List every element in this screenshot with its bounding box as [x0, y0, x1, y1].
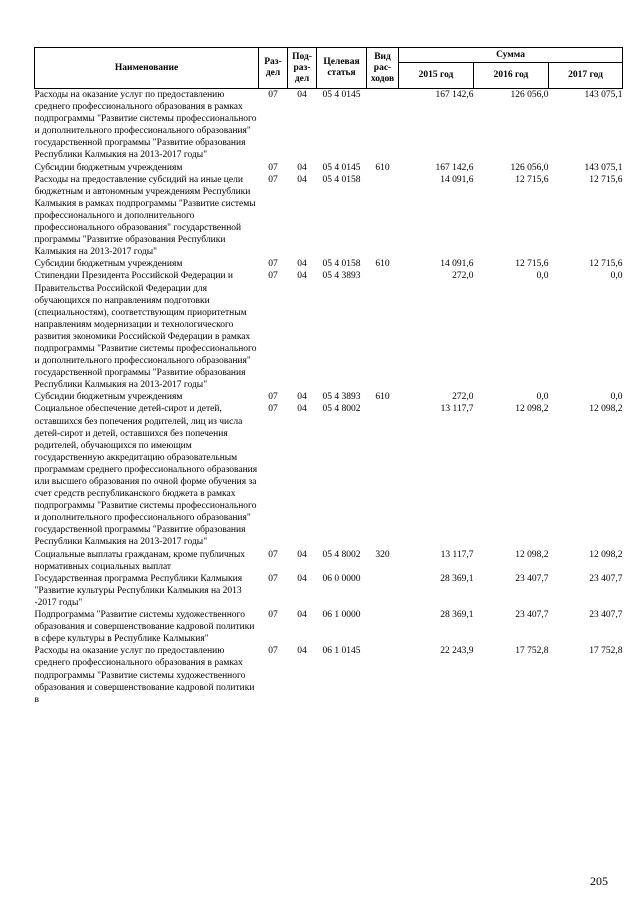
cell-podrazdel: 04	[297, 404, 307, 415]
cell-podrazdel: 04	[297, 573, 307, 584]
cell-vid: 610	[375, 259, 390, 270]
cell-2015: 14 091,6	[440, 174, 474, 185]
cell-2015: 22 243,9	[440, 646, 474, 657]
cell-2016: 23 407,7	[515, 610, 549, 621]
table-body	[35, 89, 623, 706]
cell-razdel: 07	[268, 90, 278, 100]
cell-target: 05 4 8002	[322, 404, 361, 415]
cell-vid	[367, 403, 399, 548]
cell-2016: 0,0	[536, 271, 549, 282]
cell-name: Расходы на оказание услуг по предоставлению среднего профессионального образования в рамках подпрограммы "Развитие системы художественного образования и совершенствование кадровой политики в	[34, 646, 255, 705]
cell-2015: 14 091,6	[440, 259, 474, 270]
cell-2017: 12 715,6	[589, 174, 623, 185]
table-row	[35, 270, 623, 391]
cell-2015: 13 117,7	[440, 549, 474, 560]
cell-2015: 272,0	[452, 271, 474, 282]
cell-2017: 12 098,2	[589, 549, 623, 560]
cell-vid	[367, 174, 399, 259]
cell-name: Субсидии бюджетным учреждениям	[34, 162, 183, 173]
cell-vid	[367, 609, 399, 645]
cell-2015: 167 142,6	[435, 162, 474, 173]
cell-vid	[367, 270, 399, 391]
cell-name: Социальное обеспечение детей-сирот и детей, оставшихся без попечения родителей, лиц из числа детей-сирот и детей, оставшихся без попечения родителей, обучающихся по имеющим государственную аккредитацию образовательным программам среднего профессионального образования или высшего образования по очной форме обучения за счет средств республиканского бюджета в рамках подпрограммы "Развитие системы профессионального и дополнительного профессионального образования" государственной программы "Развитие образования Республики Калмыкия на 2013-2017 годы"	[34, 404, 258, 548]
cell-razdel: 07	[268, 271, 278, 282]
header-podrazdel: Под- раз- дел	[288, 48, 317, 89]
cell-2015: 13 117,7	[440, 404, 474, 415]
table-row	[35, 174, 623, 259]
cell-name: Субсидии бюджетным учреждениям	[34, 392, 183, 403]
cell-vid	[367, 645, 399, 705]
cell-2015: 28 369,1	[440, 610, 474, 621]
cell-podrazdel: 04	[297, 90, 307, 100]
cell-2017: 143 075,1	[584, 90, 623, 100]
table-row	[35, 162, 623, 174]
table-row	[35, 403, 623, 548]
header-2016: 2016 год	[474, 63, 549, 89]
table-row	[35, 549, 623, 573]
cell-name: Субсидии бюджетным учреждениям	[34, 259, 183, 270]
cell-razdel: 07	[268, 392, 278, 403]
cell-2016: 126 056,0	[510, 162, 549, 173]
cell-razdel: 07	[268, 259, 278, 270]
cell-podrazdel: 04	[297, 162, 307, 173]
cell-name: Расходы на предоставление субсидий на иные цели бюджетным и автономным учреждениям Республики Калмыкия в рамках подпрограммы "Развитие системы профессионального и дополнительного профессионального образования" государственной программы "Развитие образования Республики Калмыкия на 2013-2017 годы"	[34, 174, 256, 258]
cell-target: 05 4 3893	[322, 392, 361, 403]
cell-target: 05 4 0145	[322, 90, 361, 100]
header-2015: 2015 год	[399, 63, 474, 89]
cell-2016: 12 098,2	[515, 404, 549, 415]
table-row	[35, 609, 623, 645]
cell-podrazdel: 04	[297, 392, 307, 403]
cell-podrazdel: 04	[297, 259, 307, 270]
cell-2017: 12 715,6	[589, 259, 623, 270]
cell-2015: 167 142,6	[435, 90, 474, 100]
cell-target: 05 4 8002	[322, 549, 361, 560]
cell-razdel: 07	[268, 404, 278, 415]
cell-podrazdel: 04	[297, 610, 307, 621]
header-name: Наименование	[35, 48, 259, 89]
cell-target: 06 1 0000	[322, 610, 361, 621]
cell-target: 05 4 0145	[322, 162, 361, 173]
cell-razdel: 07	[268, 646, 278, 657]
budget-table	[34, 47, 623, 706]
cell-razdel: 07	[268, 162, 278, 173]
cell-2017: 23 407,7	[589, 610, 623, 621]
header-vid: Вид рас- ходов	[367, 48, 399, 89]
table-row	[35, 645, 623, 705]
cell-podrazdel: 04	[297, 271, 307, 282]
cell-2017: 17 752,8	[589, 646, 623, 657]
cell-vid: 610	[375, 162, 390, 173]
cell-2016: 12 098,2	[515, 549, 549, 560]
header-2017: 2017 год	[549, 63, 623, 89]
table-header	[35, 48, 623, 89]
header-sum: Сумма	[399, 48, 623, 63]
cell-name: Социальные выплаты гражданам, кроме публичных нормативных социальных выплат	[34, 549, 245, 572]
cell-2017: 12 098,2	[589, 404, 623, 415]
cell-razdel: 07	[268, 549, 278, 560]
cell-razdel: 07	[268, 573, 278, 584]
cell-2016: 23 407,7	[515, 573, 549, 584]
cell-podrazdel: 04	[297, 174, 307, 185]
cell-2016: 12 715,6	[515, 259, 549, 270]
cell-vid	[367, 89, 399, 162]
cell-target: 05 4 0158	[322, 259, 361, 270]
cell-name: Подпрограмма "Развитие системы художественного образования и совершенствование кадровой политики в сфере культуры в Республике Калмыкия"	[34, 610, 255, 645]
header-target: Целевая статья	[317, 48, 367, 89]
table-row	[35, 89, 623, 162]
table-row	[35, 258, 623, 270]
cell-razdel: 07	[268, 610, 278, 621]
cell-name: Расходы на оказание услуг по предоставлению среднего профессионального образования в рамках подпрограммы "Развитие системы профессионального и дополнительного профессионального образования" государственной программы "Развитие образования Республики Калмыкия на 2013-2017 годы"	[34, 90, 257, 161]
page-number: 205	[590, 874, 608, 888]
cell-2016: 12 715,6	[515, 174, 549, 185]
cell-2017: 0,0	[610, 392, 623, 403]
cell-target: 05 4 0158	[322, 174, 361, 185]
table-row	[35, 391, 623, 403]
cell-2016: 17 752,8	[515, 646, 549, 657]
cell-name: Государственная программа Республики Калмыкия "Развитие культуры Республики Калмыкия на 2013 -2017 годы"	[34, 573, 243, 608]
cell-podrazdel: 04	[297, 646, 307, 657]
cell-2015: 272,0	[452, 392, 474, 403]
cell-2015: 28 369,1	[440, 573, 474, 584]
cell-vid: 610	[375, 392, 390, 403]
cell-podrazdel: 04	[297, 549, 307, 560]
cell-razdel: 07	[268, 174, 278, 185]
cell-target: 05 4 3893	[322, 271, 361, 282]
cell-2017: 0,0	[610, 271, 623, 282]
cell-target: 06 1 0145	[322, 646, 361, 657]
cell-2017: 23 407,7	[589, 573, 623, 584]
cell-target: 06 0 0000	[322, 573, 361, 584]
header-razdel: Раз- дел	[259, 48, 288, 89]
table-row	[35, 573, 623, 609]
cell-vid: 320	[375, 549, 390, 560]
cell-2017: 143 075,1	[584, 162, 623, 173]
cell-vid	[367, 573, 399, 609]
cell-name: Стипендии Президента Российской Федерации и Правительства Российской Федерации для обучающихся по направлениям подготовки (специальностям), соответствующим приоритетным направлениям модернизации и технологического развития экономики Российской Федерации в рамках подпрограммы "Развитие системы профессионального и дополнительного профессионального образования" государственной программы "Развитие образования Республики Калмыкия на 2013-2017 годы"	[34, 271, 257, 391]
cell-2016: 126 056,0	[510, 90, 549, 100]
cell-2016: 0,0	[536, 392, 549, 403]
